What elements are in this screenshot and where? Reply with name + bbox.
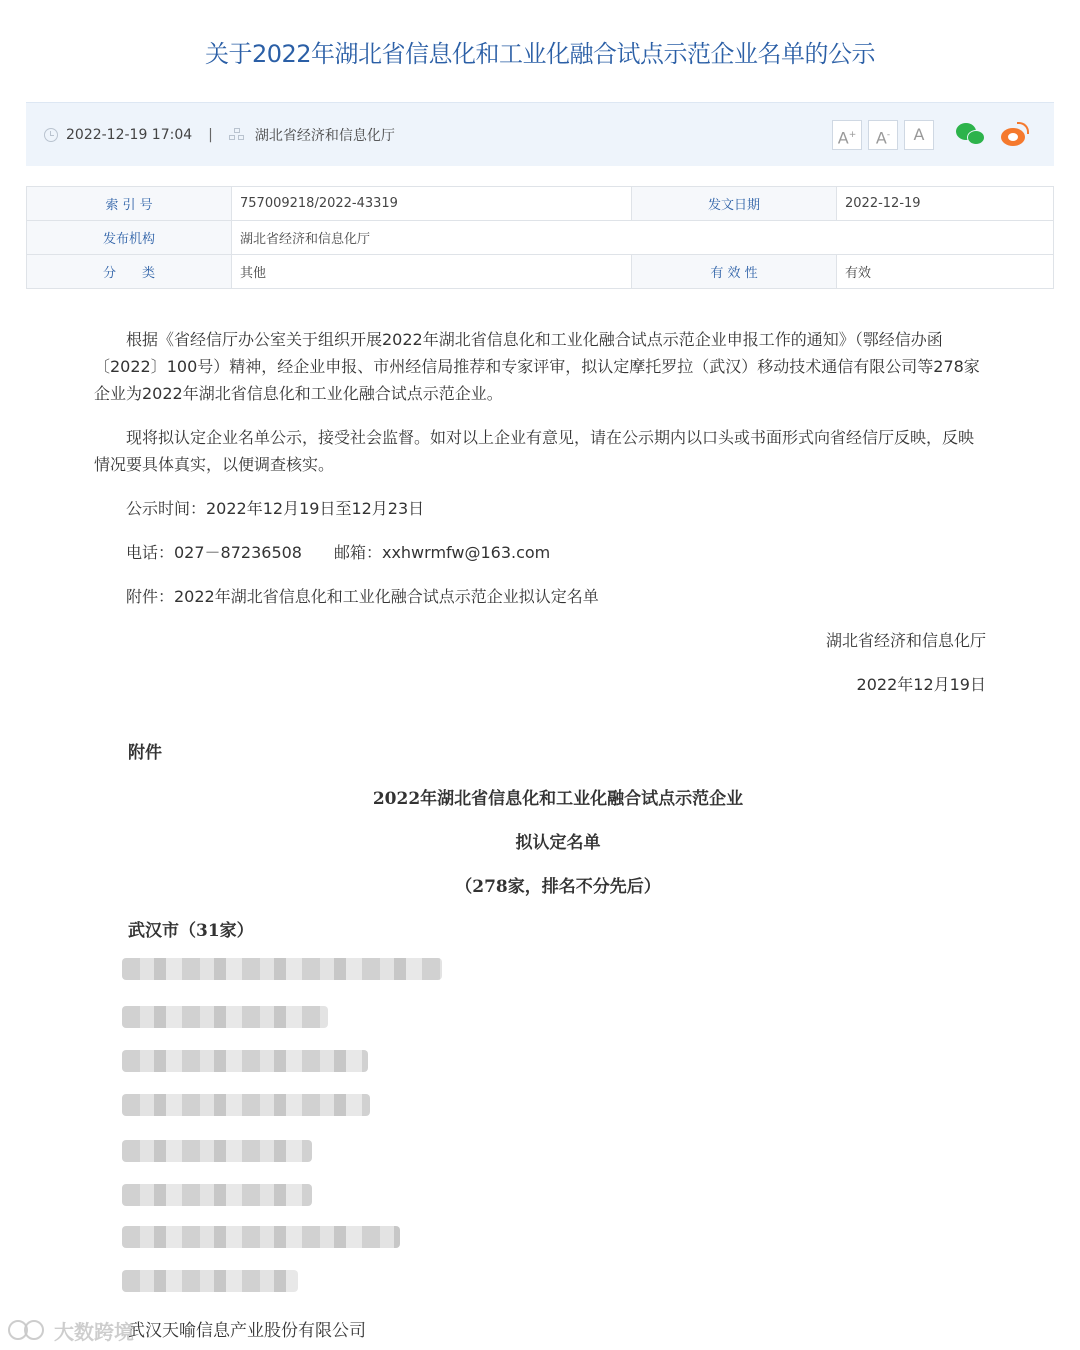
annex-heading: 2022年湖北省信息化和工业化融合试点示范企业 <box>372 789 744 809</box>
meta-info <box>44 103 395 167</box>
date-value: 2022-12-19 <box>837 187 1054 221</box>
watermark-logo-icon <box>8 1318 50 1344</box>
signature-date: 2022年12月19日 <box>856 675 986 694</box>
publicity-period: 公示时间：2022年12月19日至12月23日 <box>126 499 425 518</box>
font-increase-button[interactable]: A+ <box>832 120 862 150</box>
annex-subheading: 拟认定名单 <box>515 833 601 853</box>
body-paragraph-2: 现将拟认定企业名单公示，接受社会监督。如对以上企业有意见，请在公示期内以口头或书面形式向省经信厅反映，反映情况要具体真实，以便调查核实。 <box>94 428 975 474</box>
validity-value: 有效 <box>837 255 1054 289</box>
watermark <box>8 1316 134 1345</box>
publish-datetime: 2022-12-19 17:04 <box>66 127 193 143</box>
index-label: 索 引 号 <box>27 187 232 221</box>
share-tools <box>826 103 1030 167</box>
clock-icon <box>44 128 58 142</box>
article-body <box>94 326 986 698</box>
document-info-table <box>26 186 1054 289</box>
index-value: 757009218/2022-43319 <box>232 187 632 221</box>
wechat-icon[interactable] <box>956 123 986 147</box>
page-title: 关于2022年湖北省信息化和工业化融合试点示范企业名单的公示 <box>204 40 876 68</box>
table-row <box>27 221 1054 255</box>
blurred-company <box>122 1050 368 1072</box>
meta-bar <box>26 102 1054 166</box>
blurred-company <box>122 1094 370 1116</box>
blurred-company <box>122 1140 312 1162</box>
font-decrease-button[interactable]: A- <box>868 120 898 150</box>
org-icon <box>229 128 245 142</box>
org-value: 湖北省经济和信息化厅 <box>232 221 1054 255</box>
publisher-name: 湖北省经济和信息化厅 <box>254 128 395 144</box>
signature-org: 湖北省经济和信息化厅 <box>825 631 986 650</box>
annex-note: （278家，排名不分先后） <box>455 877 661 897</box>
blurred-company <box>122 1006 328 1028</box>
attachment-link[interactable]: 附件：2022年湖北省信息化和工业化融合试点示范企业拟认定名单 <box>126 587 599 606</box>
weibo-icon[interactable] <box>1000 122 1030 148</box>
font-default-button[interactable]: A <box>904 120 934 150</box>
blurred-company <box>122 1184 312 1206</box>
blurred-company <box>122 1270 298 1292</box>
validity-label: 有 效 性 <box>632 255 837 289</box>
table-row <box>27 187 1054 221</box>
category-value: 其他 <box>232 255 632 289</box>
org-label: 发布机构 <box>27 221 232 255</box>
category-label: 分 类 <box>27 255 232 289</box>
body-paragraph-1: 根据《省经信厅办公室关于组织开展2022年湖北省信息化和工业化融合试点示范企业申报工作的通知》（鄂经信办函〔2022〕100号）精神，经企业申报、市州经信局推荐和专家评审，拟认定摩托罗拉（武汉）移动技术通信有限公司等278家企业为2022年湖北省信息化和工业化融合试点示范企业。 <box>94 330 980 403</box>
city-heading: 武汉市（31家） <box>128 921 254 941</box>
company-name: 武汉天喻信息产业股份有限公司 <box>128 1321 366 1341</box>
meta-separator: | <box>208 127 213 143</box>
date-label: 发文日期 <box>632 187 837 221</box>
blurred-company <box>122 958 442 980</box>
annex-label: 附件 <box>128 743 162 763</box>
table-row <box>27 255 1054 289</box>
blurred-company <box>122 1226 400 1248</box>
watermark-text: 大数跨境 <box>54 1320 134 1344</box>
contact-info: 电话：027－87236508 邮箱：xxhwrmfw@163.com <box>126 543 551 562</box>
